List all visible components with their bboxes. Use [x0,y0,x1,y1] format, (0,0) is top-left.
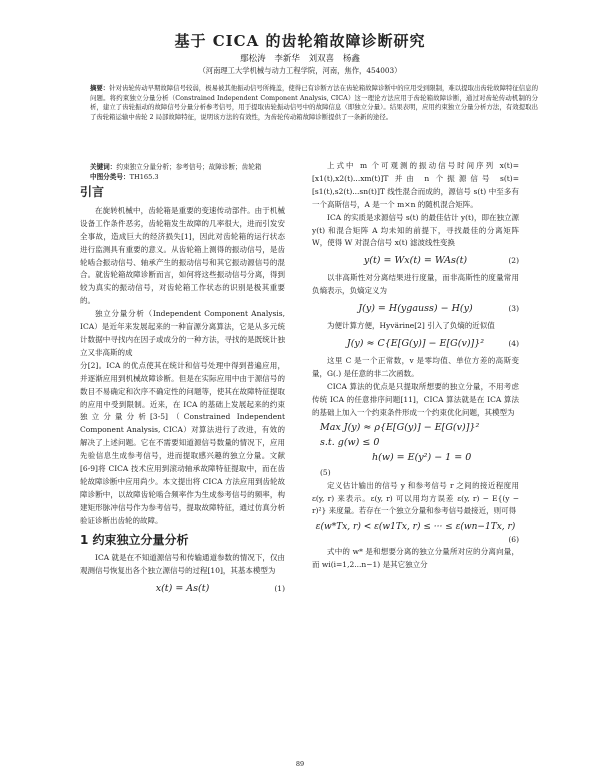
author-2: 李新华 [274,54,300,64]
right-paragraph-4: 为便计算方便，Hyvärine[2] 引入了负熵的近似值 [327,321,495,331]
equation-3-body: J(y) = H(ygauss) − H(y) [358,303,473,315]
intro-paragraph-2: 独立分量分析（Independent Component Analysis, ICA）是近年来发展起来的一种盲源分离算法，它是从多元统计数据中寻找内在因子或成分的一种方法，寻找的是既统计独立又非高斯的成 [80,309,285,357]
equation-6 [312,518,519,546]
equation-2-number: (2) [508,256,519,266]
equation-2 [312,250,519,272]
equation-4-body: J(y) ≈ C{E[G(y)] − E[G(v)]}² [346,338,485,350]
keywords-label: 关键词： [90,163,117,171]
author-4: 杨鑫 [342,54,360,64]
author-list [0,52,600,64]
right-paragraph-7: 定义估计输出的信号 y 和参考信号 r 之间的接近程度用 ε(y, r) 来表示。ε(y, r) 可以用均方误差 ε(y, r) − E{(y − r)²} 来度量。若存在一个独立分量和参考信号最接近，则可得 [312,480,519,516]
abstract-text: 针对齿轮传动早期故障信号较弱，极易被其他振动信号所掩盖，使得已有诊断方法在齿轮箱故障诊断中的应用受到限制，难以提取出齿轮故障特征信息的问题。将约束独立分量分析（Constrained Independent Component Analysis, CICA）这一理论方法应用于齿轮箱故障诊断，通过对齿轮传动机制的分析，建立了齿轮振动的故障信号分量分析参考信号，用于提取齿轮振动信号中的故障信息（即独立分量）。结果表明，应用约束独立分量分析方法，有效提取出了齿轮箱运输中齿轮 2 局部故障特征，说明该方法的有效性，为齿轮传动箱故障诊断提供了一条新的途径。 [90,84,538,121]
intro-paragraph-3: 分[2]。ICA 的优点使其在统计和信号处理中得到普遍应用，并逐渐应用到机械故障诊断。但是在实际应用中由于源信号的数目不易确定和次序不确定性的问题等，使其在故障特征提取的应用中受到限制。近来，在 ICA 的基础上发展起来的约束独立分量分析[3-5]（Constrained Independent Component Analysis, CICA）对算法进行了改进，有效的解决了上述问题。它在不需要知道源信号数量的情况下，应用先验信息生成参考信号，进而提取感兴趣的独立分量。文献[6-9]将 CICA 技术应用到滚动轴承故障特征提取中，而在齿轮故障诊断中应用尚少。本文提出将 CICA 方法应用到齿轮故障诊断中，以故障齿轮啮合频率作为生成参考信号的频率，构建矩形脉冲信号作为参考信号，提取故障特征，通过仿真分析验证诊断出齿轮的故障。 [80,360,285,525]
right-column [312,160,519,572]
right-paragraph-5: 这里 C 是一个正常数，v 是零均值、单位方差的高斯变量，G(.) 是任意的非二次函数。 [312,356,519,378]
author-3: 刘双喜 [308,54,335,64]
classification-text: TH165.3 [129,173,159,181]
equation-2-body: y(t) = Wx(t) = WAs(t) [363,255,468,267]
author-1: 鄢松涛 [240,54,266,64]
right-paragraph-1: 上式中 m 个可观测的振动信号时间序列 x(t)=[x1(t),x2(t)...xm(t)]T 并由 n 个振源信号 s(t)=[s1(t),s2(t)...sn(t)]T 线性混合而成的，源信号 s(t) 中至多有一个高斯信号，A 是一个 m×n 的随机混合矩阵。 [312,161,519,209]
right-paragraph-2: ICA 的实质是求源信号 s(t) 的最佳估计 y(t)，即在独立源 y(t) 和混合矩阵 A 均未知的前提下，寻找最佳的分离矩阵 W，使得 W 对混合信号 x(t) 滤波线性变换 [312,212,519,248]
section-1-heading: 1 约束独立分量分析 [80,532,189,547]
page-number: 89 [295,760,305,768]
equation-5 [312,420,519,480]
equation-5-line-3: h(w) = E(y²) − 1 = 0 [372,451,472,463]
affiliation: （河南理工大学机械与动力工程学院，河南，焦作，454003） [198,66,402,75]
keywords-text: 约束独立分量分析；参考信号；故障诊断；齿轮箱 [116,163,262,171]
equation-6-number: (6) [508,535,519,545]
intro-paragraph-1: 在旋转机械中，齿轮箱是重要的变速传动部件。由于机械设备工作条件恶劣，齿轮箱发生故障的几率很大，进而引发安全事故，造成巨大的经济损失[1]，因此对齿轮箱的运行状态进行监测具有重要的意义。从齿轮箱上测得的振动信号，是齿轮啮合振动信号、轴承产生的振动信号和其它振动源信号的混合。就齿轮箱故障诊断而言，如何将这些振动信号分离，得到较为真实的振动信号，对齿轮箱工作状态的识别是极其重要的。 [80,205,285,306]
paper-title: 基于 CICA 的齿轮箱故障诊断研究 [174,32,426,50]
right-paragraph-8: 式中的 w* 是和想要分离的独立分量所对应的分离向量，而 wi(i=1,2...n−1) 是其它独立分 [312,547,519,570]
section-1-paragraph-1: ICA 就是在不知道源信号和传输通道参数的情况下，仅由观测信号恢复出各个独立源信号的过程[10]，其基本模型为 [80,553,285,576]
equation-4-number: (4) [508,339,519,349]
equation-6-body: ε(w*Tx, r) < ε(w1Tx, r) ≤ ··· ≤ ε(wn−1Tx, r) [315,522,516,533]
equation-5-line-1: Max J(y) ≈ ρ{E[G(y)] − E[G(v)]}² [320,421,480,433]
right-paragraph-6: CICA 算法的优点是只提取所想要的独立分量，不用考虑传统 ICA 的任意排序问题[11]，CICA 算法就是在 ICA 算法的基础上加入一个约束条件形成一个约束优化问题，其模型为 [312,381,519,417]
left-column [80,186,285,600]
right-paragraph-3: 以非高斯性对分离结果进行度量，而非高斯性的度量常用负熵表示，负熵定义为 [312,273,519,296]
classification-label: 中图分类号： [90,173,130,181]
equation-4 [312,333,519,355]
equation-1-body: x(t) = As(t) [155,583,210,595]
abstract-label: 摘要： [90,84,110,92]
equation-3 [312,298,519,320]
equation-3-number: (3) [508,304,519,314]
equation-5-line-2: s.t. g(w) ≤ 0 [320,436,380,448]
equation-1-number: (1) [274,584,285,594]
abstract [90,84,538,122]
intro-heading: 引言 [80,185,105,199]
equation-1 [80,578,285,600]
equation-5-number: (5) [320,467,331,477]
